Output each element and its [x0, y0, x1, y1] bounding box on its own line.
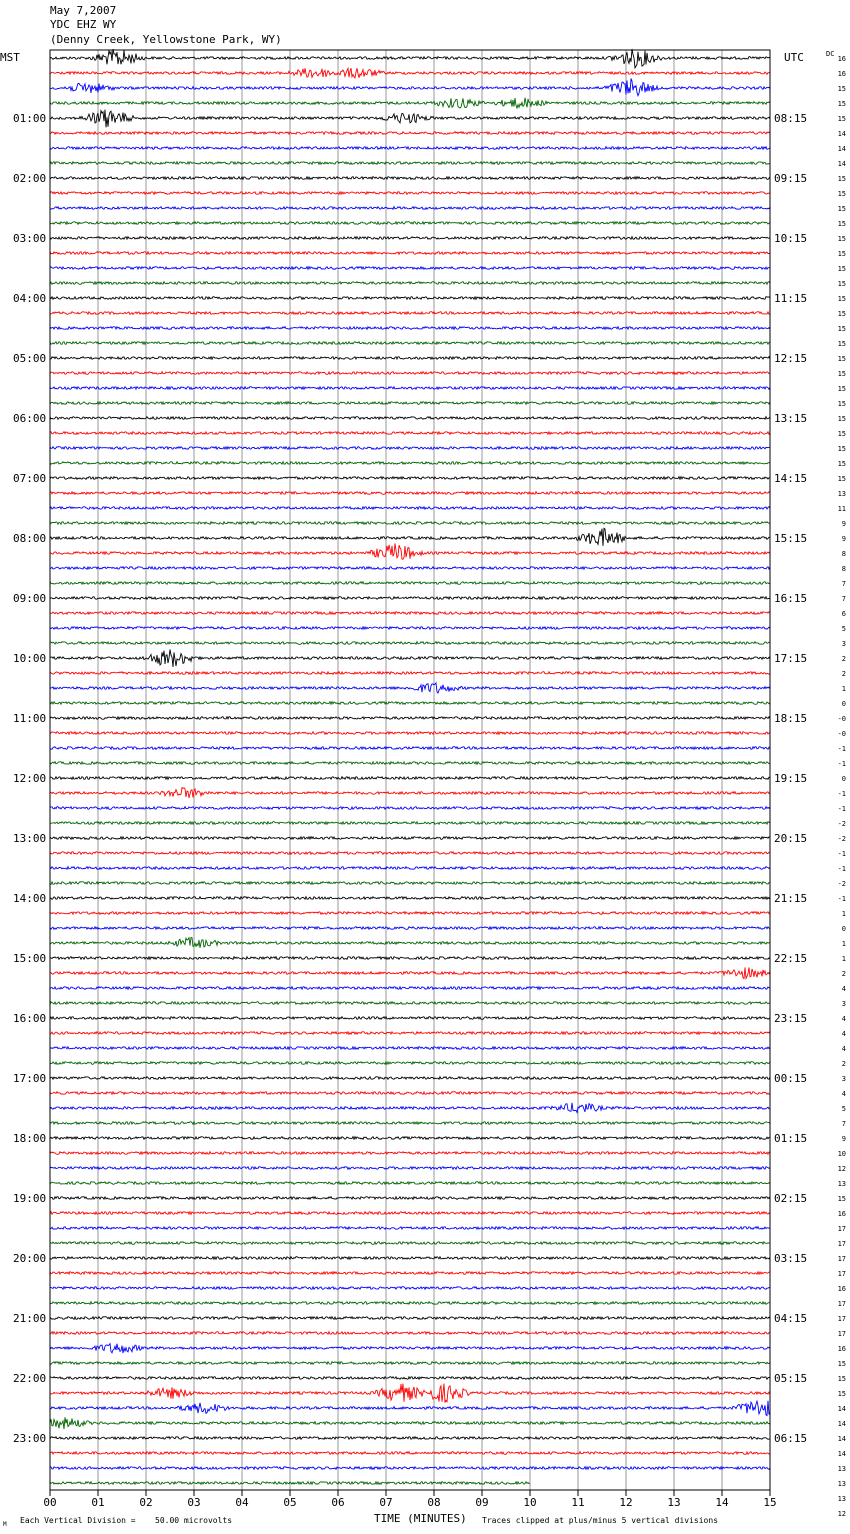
trace-row [50, 432, 770, 435]
dc-offset-label: 15 [837, 235, 846, 243]
dc-offset-label: 15 [837, 190, 846, 198]
trace-row [50, 1452, 770, 1455]
trace-row [50, 492, 770, 495]
trace-row [50, 237, 770, 240]
dc-offset-label: -0 [837, 715, 846, 723]
trace-row [50, 1197, 770, 1200]
x-tick-label: 04 [235, 1496, 249, 1509]
division-label: Each Vertical Division = [20, 1516, 136, 1525]
mst-hour-label: 02:00 [13, 172, 47, 185]
trace-row [50, 1182, 770, 1185]
x-tick-label: 05 [283, 1496, 297, 1509]
trace-row [50, 522, 770, 525]
trace-row [50, 49, 770, 68]
trace-row [50, 1401, 770, 1416]
dc-offset-label: 15 [837, 1360, 846, 1368]
x-tick-label: 07 [379, 1496, 393, 1509]
trace-row [50, 762, 770, 765]
utc-hour-label: 14:15 [774, 472, 808, 485]
trace-row [50, 912, 770, 915]
dc-offset-label: 15 [837, 265, 846, 273]
dc-offset-label: -1 [837, 805, 846, 813]
trace-row [50, 1092, 770, 1095]
dc-offset-label: 15 [837, 280, 846, 288]
utc-hour-label: 18:15 [774, 712, 808, 725]
dc-offset-label: -2 [837, 820, 846, 828]
dc-offset-label: 8 [841, 565, 846, 573]
dc-offset-label: 5 [841, 625, 846, 633]
dc-offset-label: 14 [837, 1405, 846, 1413]
mst-hour-label: 01:00 [13, 112, 47, 125]
dc-offset-label: 9 [841, 535, 846, 543]
mst-hour-label: 15:00 [13, 952, 47, 965]
dc-offset-labels [838, 55, 846, 1518]
trace-row [50, 852, 770, 855]
dc-offset-label: 15 [837, 325, 846, 333]
trace-row [50, 642, 770, 645]
dc-offset-label: 13 [837, 1495, 846, 1503]
right-axis-label: UTC [784, 51, 804, 64]
dc-offset-label: 4 [841, 1015, 846, 1023]
dc-offset-label: 7 [841, 1120, 846, 1128]
utc-hour-label: 19:15 [774, 772, 808, 785]
trace-row [50, 528, 770, 546]
dc-offset-label: -0 [837, 730, 846, 738]
x-tick-label: 09 [475, 1496, 489, 1509]
dc-offset-label: 17 [837, 1270, 846, 1278]
x-tick-label: 14 [715, 1496, 729, 1509]
dc-offset-label: 15 [837, 430, 846, 438]
trace-row [50, 477, 770, 480]
dc-offset-label: 15 [837, 295, 846, 303]
dc-offset-label: 1 [841, 940, 846, 948]
trace-row [50, 582, 770, 585]
x-tick-label: 08 [427, 1496, 441, 1509]
trace-row [50, 417, 770, 420]
dc-offset-label: 14 [837, 1420, 846, 1428]
utc-hour-labels [774, 112, 807, 1445]
x-tick-label: 01 [91, 1496, 105, 1509]
mst-hour-label: 11:00 [13, 712, 47, 725]
trace-row [50, 1002, 770, 1005]
dc-offset-label: -2 [837, 835, 846, 843]
trace-row [50, 177, 770, 180]
dc-offset-label: 17 [837, 1240, 846, 1248]
dc-offset-label: 17 [837, 1255, 846, 1263]
trace-row [50, 1384, 770, 1403]
mst-hour-label: 23:00 [13, 1432, 47, 1445]
dc-offset-label: 8 [841, 550, 846, 558]
trace-row [50, 267, 770, 270]
trace-row [50, 1122, 770, 1125]
dc-offset-label: 13 [837, 490, 846, 498]
dc-offset-label: 14 [837, 160, 846, 168]
dc-offset-label: 4 [841, 1030, 846, 1038]
trace-row [50, 342, 770, 345]
dc-offset-label: 12 [837, 1165, 846, 1173]
trace-row [50, 1467, 770, 1470]
trace-row [50, 1302, 770, 1305]
trace-row [50, 747, 770, 750]
dc-offset-label: 7 [841, 595, 846, 603]
trace-row [50, 207, 770, 210]
mst-hour-label: 22:00 [13, 1372, 47, 1385]
utc-hour-label: 20:15 [774, 832, 808, 845]
trace-row [50, 987, 770, 990]
dc-offset-label: -1 [837, 850, 846, 858]
trace-row [50, 1242, 770, 1245]
dc-offset-label: 0 [841, 775, 846, 783]
dc-offset-label: 15 [837, 220, 846, 228]
mst-hour-label: 14:00 [13, 892, 47, 905]
dc-offset-label: 11 [837, 505, 846, 513]
trace-row [50, 297, 770, 300]
mst-hour-label: 04:00 [13, 292, 47, 305]
dc-offset-label: 2 [841, 670, 846, 678]
mst-hour-label: 19:00 [13, 1192, 47, 1205]
dc-offset-label: 13 [837, 1465, 846, 1473]
dc-offset-label: 17 [837, 1330, 846, 1338]
mst-hour-label: 20:00 [13, 1252, 47, 1265]
dc-offset-label: 16 [837, 55, 846, 63]
clip-note: Traces clipped at plus/minus 5 vertical divisions [482, 1516, 719, 1525]
trace-row [50, 927, 770, 930]
record-date: May 7,2007 [50, 4, 117, 17]
trace-row [50, 1377, 770, 1380]
utc-hour-label: 09:15 [774, 172, 808, 185]
trace-row [50, 597, 770, 600]
mst-hour-label: 18:00 [13, 1132, 47, 1145]
utc-hour-label: 00:15 [774, 1072, 808, 1085]
trace-row [50, 1137, 770, 1140]
dc-offset-label: 10 [837, 1150, 846, 1158]
mst-hour-label: 03:00 [13, 232, 47, 245]
trace-row [50, 867, 770, 870]
dc-offset-label: 0 [841, 700, 846, 708]
dc-offset-label: 3 [841, 1075, 846, 1083]
trace-row [50, 702, 770, 705]
station-location: (Denny Creek, Yellowstone Park, WY) [50, 33, 282, 46]
dc-offset-label: 17 [837, 1225, 846, 1233]
x-tick-label: 06 [331, 1496, 345, 1509]
trace-row [50, 1152, 770, 1155]
trace-row [50, 402, 770, 405]
trace-row [50, 192, 770, 195]
trace-row [50, 1032, 770, 1035]
dc-offset-label: 5 [841, 1105, 846, 1113]
trace-row [50, 717, 770, 720]
utc-hour-label: 21:15 [774, 892, 808, 905]
left-axis-label: MST [0, 51, 20, 64]
dc-offset-label: 13 [837, 1180, 846, 1188]
trace-row [50, 162, 770, 165]
utc-hour-label: 01:15 [774, 1132, 808, 1145]
dc-offset-label: 15 [837, 370, 846, 378]
mst-hour-label: 09:00 [13, 592, 47, 605]
dc-offset-label: 7 [841, 580, 846, 588]
corner-mark: M [3, 1521, 7, 1528]
dc-offset-label: 14 [837, 145, 846, 153]
x-tick-label: 12 [619, 1496, 633, 1509]
dc-offset-label: 15 [837, 250, 846, 258]
trace-row [50, 957, 770, 960]
seismic-traces [50, 49, 770, 1484]
dc-offset-label: 15 [837, 340, 846, 348]
dc-offset-label: 15 [837, 385, 846, 393]
trace-row [50, 1437, 770, 1440]
trace-row [50, 1227, 770, 1230]
trace-row [50, 1212, 770, 1215]
dc-offset-label: 16 [837, 1210, 846, 1218]
trace-row [50, 132, 770, 135]
trace-row [50, 788, 770, 798]
dc-offset-label: -2 [837, 880, 846, 888]
trace-row [50, 252, 770, 255]
mst-hour-label: 12:00 [13, 772, 47, 785]
trace-row [50, 683, 770, 693]
dc-offset-label: 0 [841, 925, 846, 933]
mst-hour-label: 10:00 [13, 652, 47, 665]
dc-offset-label: -1 [837, 745, 846, 753]
dc-offset-label: 4 [841, 1045, 846, 1053]
dc-offset-label: 15 [837, 460, 846, 468]
station-code: YDC EHZ WY [50, 18, 117, 31]
x-axis-label: TIME (MINUTES) [374, 1512, 467, 1525]
trace-row [50, 312, 770, 315]
trace-row [50, 837, 770, 840]
trace-row [50, 1317, 770, 1320]
trace-row [50, 1047, 770, 1050]
trace-row [50, 98, 770, 108]
trace-row [50, 79, 770, 96]
dc-label: DC [826, 50, 835, 58]
dc-offset-label: 15 [837, 1375, 846, 1383]
x-tick-label: 03 [187, 1496, 201, 1509]
utc-hour-label: 03:15 [774, 1252, 808, 1265]
dc-offset-label: 4 [841, 985, 846, 993]
trace-row [50, 1077, 770, 1080]
utc-hour-label: 17:15 [774, 652, 808, 665]
trace-row [50, 1062, 770, 1065]
trace-row [50, 462, 770, 465]
utc-hour-label: 02:15 [774, 1192, 808, 1205]
utc-hour-label: 13:15 [774, 412, 808, 425]
dc-offset-label: 9 [841, 1135, 846, 1143]
mst-hour-label: 17:00 [13, 1072, 47, 1085]
mst-hour-label: 06:00 [13, 412, 47, 425]
dc-offset-label: 2 [841, 970, 846, 978]
x-tick-label: 10 [523, 1496, 537, 1509]
trace-row [50, 1417, 770, 1429]
trace-row [50, 387, 770, 390]
dc-offset-label: 17 [837, 1300, 846, 1308]
dc-offset-label: 14 [837, 130, 846, 138]
utc-hour-label: 12:15 [774, 352, 808, 365]
dc-offset-label: 14 [837, 1435, 846, 1443]
utc-hour-label: 10:15 [774, 232, 808, 245]
dc-offset-label: -1 [837, 895, 846, 903]
trace-row [50, 1103, 770, 1113]
dc-offset-label: 15 [837, 445, 846, 453]
division-value: 50.00 microvolts [155, 1516, 233, 1525]
dc-offset-label: -1 [837, 865, 846, 873]
utc-hour-label: 06:15 [774, 1432, 808, 1445]
trace-row [50, 447, 770, 450]
mst-hour-label: 16:00 [13, 1012, 47, 1025]
trace-row [50, 372, 770, 375]
trace-row [50, 68, 770, 78]
utc-hour-label: 16:15 [774, 592, 808, 605]
dc-offset-label: 12 [837, 1510, 846, 1518]
trace-row [50, 543, 770, 559]
dc-offset-label: 3 [841, 640, 846, 648]
x-axis-ticks [43, 1490, 776, 1509]
trace-row [50, 282, 770, 285]
dc-offset-label: -1 [837, 790, 846, 798]
dc-offset-label: 14 [837, 1450, 846, 1458]
dc-offset-label: 17 [837, 1315, 846, 1323]
x-tick-label: 13 [667, 1496, 681, 1509]
dc-offset-label: 15 [837, 1195, 846, 1203]
dc-offset-label: 15 [837, 400, 846, 408]
trace-row [50, 938, 770, 948]
trace-row [50, 567, 770, 570]
trace-row [50, 1287, 770, 1290]
trace-row [50, 650, 770, 668]
mst-hour-label: 07:00 [13, 472, 47, 485]
dc-offset-label: 15 [837, 175, 846, 183]
trace-row [50, 897, 770, 900]
dc-offset-label: 1 [841, 955, 846, 963]
dc-offset-label: 2 [841, 655, 846, 663]
mst-hour-label: 21:00 [13, 1312, 47, 1325]
trace-row [50, 882, 770, 885]
dc-offset-label: 3 [841, 1000, 846, 1008]
trace-row [50, 672, 770, 675]
trace-row [50, 327, 770, 330]
dc-offset-label: 15 [837, 85, 846, 93]
trace-row [50, 110, 770, 128]
trace-row [50, 222, 770, 225]
dc-offset-label: 15 [837, 310, 846, 318]
utc-hour-label: 04:15 [774, 1312, 808, 1325]
trace-row [50, 1257, 770, 1260]
trace-row [50, 1344, 770, 1353]
utc-hour-label: 05:15 [774, 1372, 808, 1385]
dc-offset-label: 6 [841, 610, 846, 618]
utc-hour-label: 11:15 [774, 292, 808, 305]
trace-row [50, 1362, 770, 1365]
dc-offset-label: 15 [837, 100, 846, 108]
dc-offset-label: 15 [837, 1390, 846, 1398]
x-tick-label: 02 [139, 1496, 153, 1509]
dc-offset-label: 15 [837, 415, 846, 423]
trace-row [50, 1332, 770, 1335]
utc-hour-label: 22:15 [774, 952, 808, 965]
dc-offset-label: 15 [837, 115, 846, 123]
trace-row [50, 807, 770, 810]
x-tick-label: 15 [763, 1496, 777, 1509]
mst-hour-label: 05:00 [13, 352, 47, 365]
dc-offset-label: 9 [841, 520, 846, 528]
trace-row [50, 627, 770, 630]
trace-row [50, 732, 770, 735]
dc-offset-label: 1 [841, 685, 846, 693]
dc-offset-label: 13 [837, 1480, 846, 1488]
trace-row [50, 967, 770, 978]
dc-offset-label: 16 [837, 70, 846, 78]
mst-hour-label: 13:00 [13, 832, 47, 845]
trace-row [50, 822, 770, 825]
trace-row [50, 507, 770, 510]
utc-hour-label: 15:15 [774, 532, 808, 545]
dc-offset-label: -1 [837, 760, 846, 768]
x-tick-label: 00 [43, 1496, 57, 1509]
trace-row [50, 777, 770, 780]
dc-offset-label: 16 [837, 1285, 846, 1293]
dc-offset-label: 15 [837, 475, 846, 483]
x-tick-label: 11 [571, 1496, 585, 1509]
dc-offset-label: 1 [841, 910, 846, 918]
mst-hour-labels [13, 112, 46, 1445]
utc-hour-label: 23:15 [774, 1012, 808, 1025]
dc-offset-label: 16 [837, 1345, 846, 1353]
utc-hour-label: 08:15 [774, 112, 808, 125]
trace-row [50, 1017, 770, 1020]
dc-offset-label: 2 [841, 1060, 846, 1068]
trace-row [50, 357, 770, 360]
dc-offset-label: 4 [841, 1090, 846, 1098]
mst-hour-label: 08:00 [13, 532, 47, 545]
trace-row [50, 1272, 770, 1275]
trace-row [50, 612, 770, 615]
trace-row [50, 147, 770, 150]
trace-row [50, 1167, 770, 1170]
dc-offset-label: 15 [837, 205, 846, 213]
dc-offset-label: 15 [837, 355, 846, 363]
